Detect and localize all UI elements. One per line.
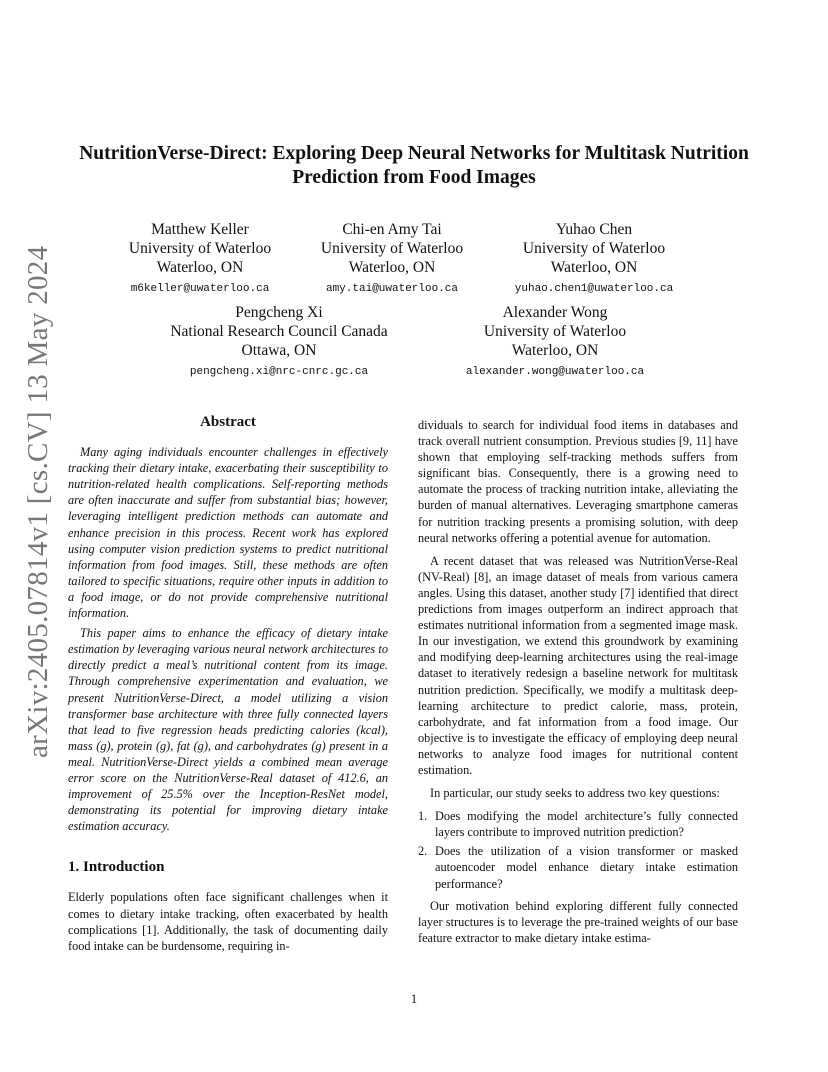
author-block-5 [430,303,680,380]
author-location: Waterloo, ON [348,259,436,276]
title-line-1: NutritionVerse-Direct: Exploring Deep Neural Networks for Multitask Nutrition [79,143,749,164]
list-item-text: Does modifying the model architecture’s fully connected layers contribute to improved nutrition prediction? [435,809,738,840]
author-affiliation: University of Waterloo [483,323,627,340]
body-paragraph-4: Our motivation behind exploring different fully connected layer structures is to leverage the pre-trained weights of our base feature extractor to make dietary intake estima- [418,898,738,945]
body-paragraph-1: dividuals to search for individual food items in databases and track overall nutrient consumption. Previous studies [9, 11] have shown that employing self-tracking methods suffers from significant bias. Consequently, there is a growing need to automate the process of tracking nutrition intake, alleviating the burden of manual alternatives. Leveraging smartphone cameras for nutrition tracking presents a promising solution, with deep neural networks offering a potential avenue for automation. [418,418,738,545]
author-affiliation: University of Waterloo [320,240,464,257]
list-item-number: 1. [418,809,428,824]
author-affiliation: University of Waterloo [128,240,272,257]
list-item-text: Does the utilization of a vision transformer or masked autoencoder model enhance dietary intake estimation performance? [435,844,738,891]
author-location: Ottawa, ON [241,342,317,359]
author-name: Chi-en Amy Tai [342,221,442,238]
author-name: Alexander Wong [502,304,608,321]
author-email: pengcheng.xi@nrc-cnrc.gc.ca [189,366,369,378]
paper-title [40,142,788,190]
author-location: Waterloo, ON [156,259,244,276]
body-paragraph-2: A recent dataset that was released was NutritionVerse-Real (NV-Real) [8], an image dataset of meals from various camera angles. Using this dataset, another study [7] identified that direct predictions from images outperform an indirect approach that estimates nutritional information from a segmented image mask. In our investigation, we extend this groundwork by examining and modifying deep-learning architectures using the real-image dataset to iteratively redesign a baseline network for multitask nutrition prediction. Specifically, we modify a multitask deep-learning architecture to predict calorie, mass, protein, carbohydrate, and fat information from a food image. Our objective is to investigate the efficacy of employing deep neural networks to analyze food images for nutritional content estimation. [418,553,738,777]
author-email: alexander.wong@uwaterloo.ca [465,366,645,378]
author-block-1 [104,220,296,297]
author-block-4 [150,303,408,380]
page-number: 1 [410,992,418,1006]
author-location: Waterloo, ON [511,342,599,359]
author-name: Matthew Keller [151,221,249,238]
list-item [418,808,738,840]
author-email: m6keller@uwaterloo.ca [130,283,270,295]
author-block-3 [494,220,694,297]
research-questions-list [418,808,738,891]
left-column [68,414,388,954]
right-column [418,417,738,953]
author-name: Yuhao Chen [555,221,633,238]
list-item-number: 2. [418,844,428,859]
body-paragraph-3: In particular, our study seeks to address two key questions: [430,786,720,801]
author-location: Waterloo, ON [550,259,638,276]
abstract-heading: Abstract [200,414,256,430]
arxiv-identifier: arXiv:2405.07814v1 [cs.CV] 13 May 2024 [22,245,54,758]
abstract-paragraph-1: Many aging individuals encounter challenges in effectively tracking their dietary intake, exacerbating their susceptibility to nutrition-related health complications. Self-reporting methods are often inaccurate and suffer from substantial bias; however, leveraging intelligent prediction methods can automate and enhance precision in this process. Recent work has explored using computer vision prediction systems to predict nutritional information from food images. Still, these methods are often tailored to specific situations, require other inputs in addition to a food image, or do not provide comprehensive nutritional information. [68,445,388,621]
author-email: amy.tai@uwaterloo.ca [325,283,459,295]
introduction-heading: 1. Introduction [68,859,165,876]
author-affiliation: National Research Council Canada [170,323,388,340]
title-line-2: Prediction from Food Images [292,167,536,188]
author-affiliation: University of Waterloo [522,240,666,257]
introduction-paragraph-1: Elderly populations often face significant challenges when it comes to dietary intake tracking, often exacerbated by health complications [1]. Additionally, the task of documenting daily food intake can be burdensome, requiring in- [68,890,388,953]
author-name: Pengcheng Xi [235,304,323,321]
abstract-body [68,444,388,834]
author-email: yuhao.chen1@uwaterloo.ca [514,283,674,295]
abstract-paragraph-2: This paper aims to enhance the efficacy of dietary intake estimation by leveraging various neural network architectures to directly predict a meal’s nutritional content from its image. Through comprehensive experimentation and evaluation, we present NutritionVerse-Direct, a model utilizing a vision transformer base architecture with three fully connected layers that lead to five regression heads predicting calories (kcal), mass (g), protein (g), fat (g), and carbohydrates (g) present in a meal. NutritionVerse-Direct yields a combined mean average error score on the NutritionVerse-Real dataset of 412.6, an improvement of 25.5% over the Inception-ResNet model, demonstrating its potential for improving dietary intake estimation accuracy. [68,626,388,834]
author-block-2 [296,220,488,297]
list-item [418,843,738,891]
